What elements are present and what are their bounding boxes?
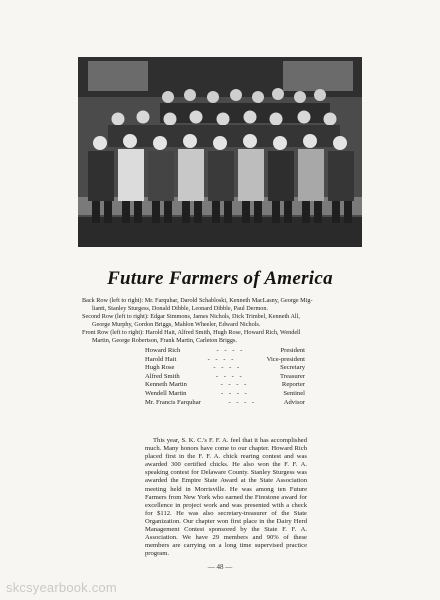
leader-dots: - - - - bbox=[207, 355, 236, 363]
group-photo bbox=[78, 57, 362, 247]
officer-role: Sentinel bbox=[283, 389, 305, 397]
officer-name: Howard Rich bbox=[145, 347, 181, 354]
officer-role: Advisor bbox=[283, 398, 305, 406]
officer-row bbox=[145, 364, 305, 373]
leader-dots: - - - - bbox=[228, 398, 257, 406]
caption-back-row-cont: liantt, Stanley Sturgess, Donald Dibble, Leonard Dibble, Paul Dermon. bbox=[92, 304, 269, 312]
officer-row bbox=[145, 399, 305, 408]
officer-name: Wendell Martin bbox=[145, 389, 187, 397]
caption-second-row: Second Row (left to right): Edgar Simmons, James Nichols, Dick Trimbel, Kenneth All, bbox=[82, 312, 300, 320]
officer-row bbox=[145, 347, 305, 356]
section-title: Future Farmers of America bbox=[107, 268, 333, 289]
officer-row bbox=[145, 381, 305, 390]
officer-role: Secretary bbox=[280, 364, 305, 372]
leader-dots: - - - - bbox=[220, 381, 249, 389]
officer-row bbox=[145, 390, 305, 399]
group-photo-image bbox=[78, 57, 362, 247]
officer-role: Treasurer bbox=[279, 372, 305, 380]
officer-role: Vice-president bbox=[266, 355, 305, 363]
watermark: skcsyearbook.com bbox=[6, 580, 117, 595]
photo-caption bbox=[82, 297, 366, 344]
officer-row bbox=[145, 373, 305, 382]
page-number: — 48 — bbox=[207, 563, 233, 571]
officer-role: President bbox=[280, 347, 305, 354]
article-body: This year, S. K. C.'s F. F. A. feel that it has accomplished much. Many honors have come to our chapter. Howard Rich placed first in the F. F. A. chick rearing contest and was awarded 300 certified chicks. He also won the F. F. A. speaking contest for Delaware County. Stanley Sturgess was awarded the Empire State Award at the State Association meeting held in Morrisville. He was among ten Future Farmers from New York who earned the Firestone award for excellence in project work and was presented with a check for $112. He was also secretary-treasurer of the State Organization. Our chapter won first place in the Dairy Herd Management Contest sponsored by the State F. F. A. Association. We have 29 members and 90% of these members are carrying on a long time supervised practice program. bbox=[145, 437, 307, 558]
officer-name: Harold Hait bbox=[145, 355, 177, 363]
leader-dots: - - - - bbox=[215, 372, 244, 380]
leader-dots: - - - - bbox=[216, 347, 245, 354]
officer-name: Kenneth Martin bbox=[145, 381, 187, 389]
officer-row bbox=[145, 356, 305, 365]
officer-name: Mr. Francis Farquhar bbox=[145, 398, 201, 406]
caption-back-row: Back Row (left to right): Mr. Farquhar, Darold Schabloski, Kenneth MacLasny, George Mig- bbox=[82, 297, 313, 304]
leader-dots: - - - - bbox=[213, 364, 242, 372]
officer-list bbox=[145, 347, 305, 407]
caption-front-row: Front Row (left to right): Harold Hait, Alfred Smith, Hugh Rose, Howard Rich, Wendell bbox=[82, 328, 301, 336]
leader-dots: - - - - bbox=[221, 389, 249, 397]
caption-second-row-cont: George Murphy, Gordon Briggs, Mahlon Wheeler, Edward Nichols. bbox=[92, 320, 261, 328]
officer-name: Alfred Smith bbox=[145, 372, 180, 380]
officer-role: Reporter bbox=[281, 381, 305, 389]
caption-front-row-cont: Martin, George Robertson, Frank Martin, Carleton Briggs. bbox=[92, 336, 237, 344]
officer-name: Hugh Rose bbox=[145, 364, 175, 372]
